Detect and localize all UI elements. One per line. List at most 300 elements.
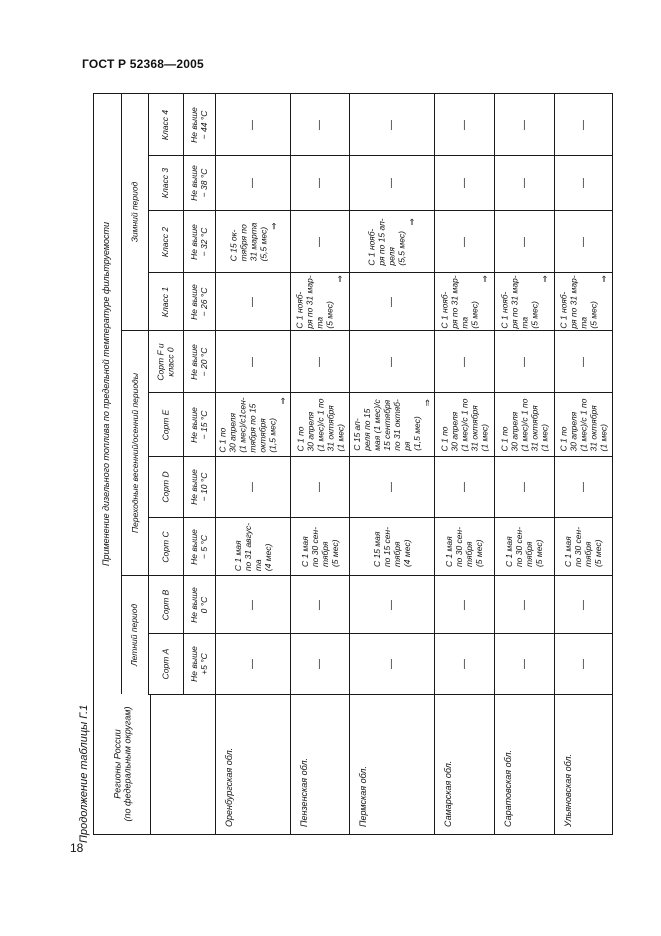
- period-text-line: (5 мес): [593, 539, 604, 567]
- period-text: [500, 398, 550, 451]
- region-name: Пермская обл.: [358, 765, 368, 827]
- data-cell: [216, 634, 290, 694]
- column-temperature: [189, 469, 209, 505]
- period-text-line: 31 октября: [588, 404, 599, 451]
- group-winter-label: Зимний период: [129, 181, 140, 242]
- data-cell: [435, 457, 494, 517]
- period-text-line: С 15 ап-: [352, 417, 362, 451]
- group-summer-label: Летний период: [129, 603, 140, 666]
- period-text-line: (5 мес): [529, 300, 540, 329]
- period-text-line: (1 мес)/с 1 по: [519, 398, 530, 451]
- period-text: [295, 398, 345, 451]
- column-temperature: [189, 107, 209, 143]
- period-text: [352, 399, 432, 451]
- empty-dash: —: [247, 356, 258, 367]
- period-text-line: 31 октября: [325, 404, 335, 451]
- region-cell: [435, 695, 494, 834]
- column-header-1: [148, 576, 183, 633]
- column-temp-6: [183, 273, 215, 330]
- period-text: [218, 397, 288, 452]
- region-name: Самарская обл.: [443, 760, 453, 827]
- period-text-line: С 1 нояб-: [366, 228, 377, 266]
- group-transitional-boundary: [121, 330, 148, 331]
- continuation-arrow-icon: ⇒: [422, 398, 432, 406]
- data-cell: [555, 156, 612, 210]
- data-cell: [495, 331, 554, 392]
- period-text-line: ря по 31 мар-: [509, 274, 520, 329]
- region-cell: [495, 695, 554, 834]
- period-text-line: С 1 по: [558, 425, 569, 451]
- column-temp-5: [183, 331, 215, 392]
- period-text-line: (5,5 мес): [258, 226, 268, 261]
- data-cell: [555, 331, 612, 392]
- column-temperature-line: 0 °С: [199, 596, 210, 613]
- column-temp-4: [183, 393, 215, 456]
- page-number: 18: [70, 841, 84, 855]
- region-header-line: (по федеральным округам): [122, 706, 133, 822]
- data-cell: [216, 211, 290, 272]
- column-name-line: Класс 3: [160, 167, 171, 199]
- data-cell: [216, 94, 290, 155]
- column-temperature-line: Не выше: [189, 223, 200, 260]
- data-cell: [350, 634, 434, 694]
- period-text-line: по 30 сен-: [573, 526, 584, 567]
- period-text-line: ря по 31 мар-: [568, 274, 579, 329]
- column-name: [161, 531, 171, 562]
- column-temp-0: [183, 634, 215, 694]
- period-text-line: (5 мес): [329, 539, 340, 567]
- region-name: Пензенская обл.: [299, 757, 309, 827]
- column-name-line: Сорт C: [160, 530, 171, 563]
- data-cell: [495, 156, 554, 210]
- period-text-line: тября: [583, 541, 594, 567]
- period-text-line: 30 апреля: [509, 411, 520, 451]
- column-header-5: [148, 331, 183, 392]
- group-transitional-label: Переходные весенний/осенний периоды: [129, 372, 140, 533]
- column-temperature-line: Не выше: [189, 165, 200, 201]
- column-temperature-line: − 38 °С: [199, 168, 210, 198]
- data-cell: [291, 331, 349, 392]
- main-title-cell: [93, 93, 120, 694]
- region-header-text: [113, 707, 133, 822]
- column-header-3: [148, 457, 183, 517]
- data-cell: [291, 273, 349, 330]
- period-text: [440, 398, 490, 451]
- period-text-line: ря по 31 мар-: [304, 274, 315, 329]
- empty-dash: —: [458, 178, 470, 188]
- column-header-9: [148, 94, 183, 155]
- period-text: [300, 526, 340, 566]
- column-temperature-line: − 5 °С: [199, 534, 210, 559]
- period-text-line: та: [314, 316, 325, 329]
- data-cell: [350, 273, 434, 330]
- period-text-line: 30 апреля: [568, 411, 579, 451]
- column-temperature-line: − 20 °С: [199, 347, 210, 376]
- period-text-line: та: [253, 558, 263, 571]
- column-temperature-line: Не выше: [189, 406, 200, 443]
- column-header-8: [148, 156, 183, 210]
- empty-dash: —: [577, 178, 589, 188]
- data-cell: [435, 94, 494, 155]
- data-cell: [291, 518, 349, 575]
- data-cell: [350, 156, 434, 210]
- period-text-line: (1 мес)/с 1 по: [578, 398, 589, 451]
- empty-dash: —: [458, 599, 470, 610]
- period-text-line: (5 мес): [324, 300, 335, 329]
- column-name-line: Сорт E: [160, 409, 171, 440]
- empty-dash: —: [386, 356, 397, 367]
- region-cell: [216, 695, 290, 834]
- period-text: [295, 275, 345, 328]
- column-name-line: Сорт F и: [155, 342, 166, 381]
- empty-dash: —: [314, 482, 325, 492]
- empty-dash: —: [386, 119, 397, 130]
- period-text-line: С 1 мая: [444, 535, 455, 567]
- group-winter-boundary: [121, 93, 148, 94]
- column-temperature-line: − 32 °С: [199, 227, 210, 256]
- column-name: [161, 286, 171, 316]
- column-name-line: Класс 2: [160, 226, 171, 257]
- period-text-line: С 1 по: [295, 425, 305, 451]
- period-text-line: С 1 по: [439, 425, 450, 451]
- period-text-line: (4 мес): [401, 539, 412, 567]
- period-text-line: 15 сентября: [382, 399, 392, 451]
- period-text: [559, 398, 609, 451]
- column-temperature: [189, 165, 209, 201]
- empty-dash: —: [458, 659, 470, 669]
- empty-dash: —: [314, 178, 325, 188]
- column-temperature-line: − 10 °С: [199, 472, 210, 502]
- period-text-line: тября: [319, 541, 330, 567]
- data-cell: [216, 457, 290, 517]
- period-text-line: 30 апреля: [449, 411, 460, 451]
- period-text-line: по 31 октяб-: [392, 398, 402, 451]
- group-summer-cell: [121, 575, 148, 694]
- period-text-line: по 30 сен-: [514, 526, 525, 567]
- column-temperature-line: Не выше: [189, 586, 200, 623]
- column-name-line: Сорт B: [160, 589, 171, 620]
- period-text: [499, 275, 549, 328]
- period-text-line: (1,5 мес): [267, 417, 278, 453]
- period-text: [372, 526, 412, 566]
- column-name: [161, 649, 171, 680]
- column-name-line: Класс 1: [160, 286, 171, 317]
- period-text-line: (5,5 мес): [396, 230, 407, 266]
- period-text-line: (1 мес)/с1сен-: [237, 396, 248, 453]
- column-temperature: [189, 587, 209, 623]
- region-cell: [555, 695, 612, 834]
- column-temperature: [189, 407, 209, 443]
- period-text-line: С 1 мая: [299, 535, 310, 567]
- data-cell: [555, 457, 612, 517]
- empty-dash: —: [458, 119, 470, 130]
- empty-dash: —: [518, 599, 530, 610]
- column-temperature-line: Не выше: [189, 469, 200, 505]
- data-cell: [495, 273, 554, 330]
- period-text-line: С 15 ок-: [228, 229, 238, 261]
- region-column-divider: [150, 694, 151, 834]
- period-text-line: 31 марта: [248, 222, 258, 261]
- column-temperature: [189, 646, 209, 682]
- period-text: [563, 526, 603, 566]
- period-text-line: С 1 нояб-: [558, 291, 569, 329]
- data-cell: [216, 518, 290, 575]
- empty-dash: —: [518, 356, 530, 367]
- data-cell: [435, 576, 494, 633]
- data-cell: [555, 211, 612, 272]
- empty-dash: —: [247, 599, 258, 610]
- column-temperature-line: − 44 °С: [199, 110, 210, 139]
- period-text-line: 31 октября: [529, 404, 540, 451]
- column-temperature: [189, 344, 209, 380]
- period-text-line: мая (1 мес)/с: [372, 398, 382, 451]
- empty-dash: —: [577, 356, 589, 367]
- region-cell: [350, 695, 434, 834]
- empty-dash: —: [518, 236, 530, 247]
- column-temperature: [189, 529, 209, 565]
- table-caption: Продолжение таблицы Г.1: [78, 704, 90, 843]
- empty-dash: —: [518, 178, 530, 188]
- region-name: Оренбургская обл.: [224, 747, 234, 827]
- column-header-7: [148, 211, 183, 272]
- column-temperature-line: Не выше: [189, 343, 200, 380]
- column-temperature-line: − 15 °С: [199, 410, 210, 439]
- period-text: [558, 275, 608, 328]
- period-text-line: та: [519, 316, 530, 329]
- period-text-line: тября: [464, 541, 475, 567]
- period-text-line: С 1 нояб-: [294, 291, 305, 329]
- data-cell: [291, 94, 349, 155]
- main-title-text: Применение дизельного топлива по предельной температуре фильтруемости: [101, 221, 112, 566]
- column-temp-1: [183, 576, 215, 633]
- continuation-arrow-icon: ⇒: [598, 274, 609, 283]
- table-border-right: [612, 93, 613, 835]
- data-cell: [350, 94, 434, 155]
- period-text-line: октября: [257, 417, 268, 453]
- period-text-line: (1,5 мес): [412, 415, 422, 451]
- data-cell: [555, 393, 612, 456]
- period-text-line: тября: [391, 541, 402, 567]
- data-cell: [350, 393, 434, 456]
- column-temperature: [189, 284, 209, 320]
- period-text-line: (5 мес): [534, 539, 545, 567]
- region-name: Саратовская обл.: [503, 749, 513, 827]
- data-cell: [216, 156, 290, 210]
- empty-dash: —: [518, 659, 530, 669]
- column-temp-3: [183, 457, 215, 517]
- period-text-line: реля по 15: [362, 408, 372, 451]
- empty-dash: —: [314, 659, 325, 669]
- period-text-line: 30 апреля: [227, 412, 238, 453]
- data-cell: [435, 634, 494, 694]
- empty-dash: —: [314, 599, 325, 610]
- data-cell: [435, 518, 494, 575]
- data-cell: [350, 211, 434, 272]
- period-text: [228, 222, 278, 261]
- data-cell: [555, 273, 612, 330]
- period-text-line: (1 мес): [598, 423, 609, 451]
- period-text: [444, 526, 484, 566]
- continuation-arrow-icon: ⇒: [406, 217, 417, 225]
- data-cell: [495, 634, 554, 694]
- column-name: [161, 589, 171, 620]
- period-text-line: тября по: [238, 223, 248, 261]
- period-text-line: ря: [402, 441, 412, 451]
- period-text-line: по 30 сен-: [309, 526, 320, 567]
- column-temperature-line: Не выше: [189, 283, 200, 320]
- period-text-line: (1 мес): [539, 423, 550, 451]
- empty-dash: —: [247, 178, 258, 188]
- empty-dash: —: [518, 119, 530, 130]
- period-text-line: та: [459, 316, 470, 329]
- period-text: [367, 218, 417, 265]
- column-name: [161, 168, 171, 198]
- data-cell: [435, 393, 494, 456]
- data-cell: [216, 576, 290, 633]
- period-text-line: (1 мес)/с 1 по: [315, 398, 325, 451]
- data-cell: [495, 518, 554, 575]
- data-cell: [435, 156, 494, 210]
- region-header-line: Регионы России: [112, 729, 123, 799]
- empty-dash: —: [577, 236, 589, 247]
- data-cell: [555, 518, 612, 575]
- continuation-arrow-icon: ⇒: [334, 274, 345, 283]
- data-cell: [216, 273, 290, 330]
- column-name: [161, 109, 171, 139]
- column-header-6: [148, 273, 183, 330]
- empty-dash: —: [386, 659, 397, 669]
- period-text-line: (1 мес)/с 1 по: [459, 398, 470, 451]
- empty-dash: —: [386, 178, 397, 188]
- column-name-line: Сорт D: [160, 471, 171, 503]
- column-temp-2: [183, 518, 215, 575]
- empty-dash: —: [314, 356, 325, 367]
- data-cell: [350, 576, 434, 633]
- period-text-line: С 15 мая: [371, 531, 382, 567]
- column-temp-7: [183, 211, 215, 272]
- empty-dash: —: [577, 659, 589, 669]
- period-text-line: 31 октября: [469, 404, 480, 451]
- column-name: [161, 226, 171, 256]
- empty-dash: —: [518, 482, 530, 492]
- data-cell: [495, 576, 554, 633]
- period-text-line: С 1 по: [217, 427, 228, 453]
- empty-dash: —: [247, 119, 258, 130]
- data-cell: [291, 576, 349, 633]
- column-header-2: [148, 518, 183, 575]
- period-text-line: С 1 нояб-: [439, 291, 450, 329]
- period-text-line: С 1 мая: [563, 535, 574, 567]
- period-text: [439, 275, 489, 328]
- period-text-line: ря по 31 мар-: [449, 274, 460, 329]
- data-cell: [216, 331, 290, 392]
- period-text-line: тября по 15: [247, 403, 258, 453]
- data-cell: [291, 634, 349, 694]
- data-cell: [555, 576, 612, 633]
- region-header-cell: [95, 694, 150, 834]
- data-cell: [291, 156, 349, 210]
- period-text-line: (5 мес): [588, 300, 599, 329]
- continuation-arrow-icon: ⇒: [479, 274, 490, 283]
- period-text-line: ря по 15 ап-: [376, 217, 387, 266]
- table-border-bottom: [93, 834, 612, 835]
- period-text-line: (5 мес): [474, 539, 485, 567]
- column-name: [161, 471, 171, 502]
- data-cell: [291, 211, 349, 272]
- period-text-line: тября: [524, 541, 535, 567]
- empty-dash: —: [458, 236, 470, 247]
- period-text-line: по 31 авгус-: [243, 522, 253, 571]
- column-temp-8: [183, 156, 215, 210]
- column-name-line: класс 0: [165, 346, 176, 377]
- period-text-line: реля: [386, 246, 397, 266]
- column-name-line: Класс 4: [160, 109, 171, 140]
- continuation-arrow-icon: ⇒: [277, 396, 288, 404]
- empty-dash: —: [247, 296, 258, 307]
- column-temperature-line: Не выше: [189, 528, 200, 565]
- period-text-line: (5 мес): [469, 300, 480, 329]
- data-cell: [495, 211, 554, 272]
- data-cell: [291, 393, 349, 456]
- data-cell: [495, 457, 554, 517]
- period-text: [504, 526, 544, 566]
- data-cell: [495, 393, 554, 456]
- continuation-arrow-icon: ⇒: [268, 222, 278, 230]
- data-cell: [350, 457, 434, 517]
- period-text-line: (1 мес): [335, 423, 345, 451]
- column-name: [161, 409, 171, 440]
- empty-dash: —: [247, 659, 258, 669]
- empty-dash: —: [458, 356, 470, 367]
- empty-dash: —: [577, 599, 589, 610]
- data-cell: [291, 457, 349, 517]
- period-text-line: 30 апреля: [305, 411, 315, 451]
- data-cell: [495, 94, 554, 155]
- data-cell: [435, 211, 494, 272]
- group-transitional-cell: [121, 330, 148, 575]
- period-text-line: С 1 мая: [504, 535, 515, 567]
- data-cell: [216, 393, 290, 456]
- period-text-line: по 15 сен-: [381, 526, 392, 567]
- column-header-0: [148, 634, 183, 694]
- empty-dash: —: [458, 482, 470, 492]
- empty-dash: —: [386, 482, 397, 492]
- period-text-line: (4 мес): [263, 543, 273, 571]
- column-temperature: [189, 224, 209, 260]
- period-text-line: по 30 сен-: [454, 526, 465, 567]
- empty-dash: —: [314, 236, 325, 247]
- column-name-line: Сорт A: [160, 648, 171, 680]
- data-cell: [555, 94, 612, 155]
- period-text-line: С 1 нояб-: [499, 291, 510, 329]
- column-header-4: [148, 393, 183, 456]
- period-text-line: та: [578, 316, 589, 329]
- empty-dash: —: [386, 599, 397, 610]
- empty-dash: —: [577, 119, 589, 130]
- region-name: Ульяновская обл.: [563, 753, 573, 827]
- region-cell: [291, 695, 349, 834]
- empty-dash: —: [247, 482, 258, 492]
- period-text-line: С 1 по: [499, 425, 510, 451]
- continuation-arrow-icon: ⇒: [539, 274, 550, 283]
- empty-dash: —: [577, 482, 589, 492]
- column-temperature-line: − 26 °С: [199, 287, 210, 316]
- data-cell: [435, 273, 494, 330]
- column-temperature-line: Не выше: [189, 646, 200, 682]
- period-text-line: С 1 мая: [233, 539, 243, 571]
- empty-dash: —: [314, 119, 325, 130]
- column-name: [156, 343, 176, 380]
